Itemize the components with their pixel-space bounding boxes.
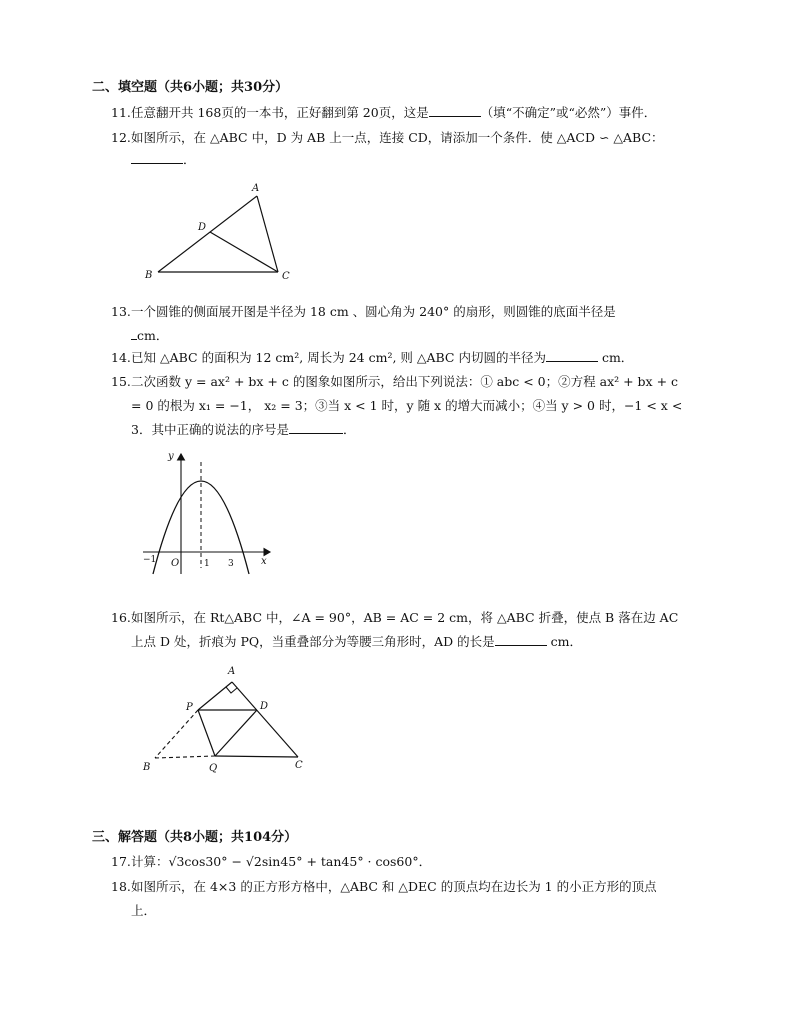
label-minus-one: −1	[143, 555, 157, 565]
figure-folded-triangle	[140, 660, 315, 775]
question-text-end: （填“不确定”或“必然”）事件．	[480, 105, 657, 120]
question-15-line3	[131, 420, 355, 438]
label-b: B	[145, 270, 153, 281]
label-x-axis: x	[261, 556, 267, 567]
question-text: 3．其中正确的说法的序号是	[131, 422, 289, 437]
question-text: 如图所示，在 Rt△ABC 中，∠A = 90°，AB = AC = 2 cm，将 △ABC 折叠，使点 B 落在边 AC	[131, 610, 679, 625]
answer-blank	[289, 421, 343, 434]
label-three: 3	[228, 559, 234, 569]
label-one: 1	[204, 559, 210, 569]
figure-parabola	[135, 448, 280, 578]
label-d: D	[198, 222, 207, 233]
label-c: C	[282, 271, 290, 282]
question-13-line2	[131, 326, 168, 344]
section-title-fill-in: 二、填空题（共6小题；共30分）	[92, 80, 289, 95]
question-text-end: cm．	[597, 350, 634, 365]
question-text: 如图所示，在 4×3 的正方形方格中，△ABC 和 △DEC 的顶点均在边长为 1 的小正方形的顶点	[131, 879, 657, 894]
question-14	[111, 348, 633, 366]
question-15	[111, 372, 678, 390]
question-18-line2: 上．	[131, 903, 157, 918]
question-text-end: ．	[183, 152, 196, 167]
question-17	[111, 852, 431, 870]
question-number: 12.	[111, 130, 131, 145]
question-text: 计算：√3cos30° − √2sin45° + tan45° · cos60°．	[131, 854, 432, 869]
question-text: 一个圆锥的侧面展开图是半径为 18 cm 、圆心角为 240° 的扇形，则圆锥的底面半径是	[131, 304, 616, 319]
question-number: 18.	[111, 879, 131, 894]
question-number: 15.	[111, 374, 131, 389]
answer-blank	[429, 104, 481, 117]
label-b: B	[143, 762, 151, 773]
label-a: A	[228, 666, 236, 677]
question-11	[111, 103, 656, 121]
label-y-axis: y	[168, 451, 174, 462]
question-number: 17.	[111, 854, 131, 869]
answer-blank	[131, 151, 183, 164]
label-q: Q	[209, 763, 218, 774]
label-p: P	[186, 702, 193, 713]
label-d: D	[260, 701, 269, 712]
question-text-end: cm．	[137, 328, 169, 343]
question-text-end: cm．	[546, 634, 582, 649]
label-a: A	[252, 183, 260, 194]
section-title-solve: 三、解答题（共8小题；共104分）	[92, 830, 298, 845]
question-text-end: ．	[342, 422, 356, 437]
question-16	[111, 608, 678, 626]
question-text: 任意翻开共 168页的一本书，正好翻到第 20页，这是	[131, 105, 429, 120]
label-c: C	[295, 760, 303, 771]
figure-triangle-abc	[140, 180, 300, 285]
question-text: 如图所示，在 △ABC 中，D 为 AB 上一点，连接 CD，请添加一个条件．使 △ACD ∽ △ABC：	[131, 130, 664, 145]
question-12	[111, 128, 664, 146]
question-number: 11.	[111, 105, 131, 120]
answer-blank	[546, 349, 598, 362]
question-text: 已知 △ABC 的面积为 12 cm², 周长为 24 cm², 则 △ABC 内切圆的半径为	[131, 350, 546, 365]
question-12-line2	[131, 150, 196, 168]
question-number: 16.	[111, 610, 131, 625]
question-15-line2: = 0 的根为 x₁ = −1， x₂ = 3；③当 x < 1 时，y 随 x 的增大而减小；④当 y > 0 时，−1 < x <	[131, 398, 683, 413]
question-text: 二次函数 y = ax² + bx + c 的图象如图所示，给出下列说法：① abc < 0；②方程 ax² + bx + c	[131, 374, 679, 389]
answer-blank	[495, 633, 547, 646]
question-16-line2	[131, 632, 582, 650]
question-number: 14.	[111, 350, 131, 365]
label-origin: O	[171, 558, 180, 569]
question-13	[111, 302, 616, 320]
question-18	[111, 877, 657, 895]
question-number: 13.	[111, 304, 131, 319]
question-text: 上点 D 处，折痕为 PQ，当重叠部分为等腰三角形时，AD 的长是	[131, 634, 495, 649]
